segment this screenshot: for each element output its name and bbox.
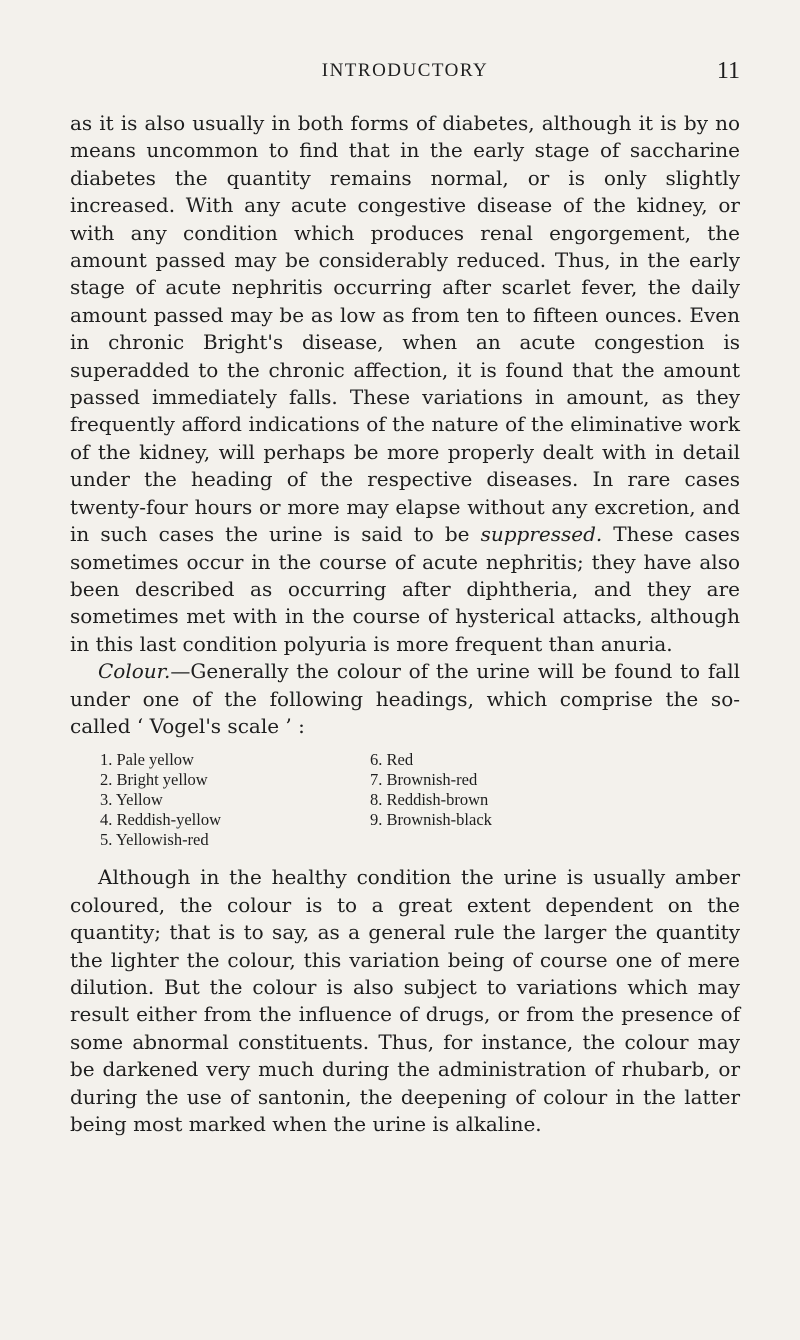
suppressed-emphasis: suppressed. <box>480 522 603 547</box>
running-title: INTRODUCTORY <box>321 60 489 81</box>
list-item: 9. Brownish-black <box>370 810 492 830</box>
list-item: 4. Reddish-yellow <box>100 810 221 830</box>
paragraph-quantity-text-1: as it is also usually in both forms of diabetes, although it is by no means uncommon to find that in the early stage of saccharine diabetes the quantity remains normal, or is only slightly increased. With any acute congestive disease of the kidney, or with any condition which produces renal engorgement, the amount passed may be considerably reduced. Thus, in the early stage of acute nephritis occurring after scarlet fever, the daily amount passed may be as low as from ten to fifteen ounces. Even in chronic Bright's disease, when an acute congestion is superadded to the chronic affection, it is found that the amount passed immediately falls. These variations in amount, as they frequently afford indications of the nature of the eliminative work of the kidney, will perhaps be more properly dealt with in detail under the heading of the respective diseases. In rare cases twenty-four hours or more may elapse without any excretion, and in such cases the urine is said to be <box>70 111 740 547</box>
paragraph-colour <box>70 658 740 740</box>
vogel-scale-list <box>100 750 740 850</box>
vogel-scale-left-column <box>100 750 370 850</box>
list-item: 2. Bright yellow <box>100 770 208 790</box>
page-header <box>70 60 740 90</box>
paragraph-quantity <box>70 110 740 658</box>
page-body <box>70 110 740 1138</box>
page-number: 11 <box>716 58 740 84</box>
paragraph-quantity-text-2: These cases sometimes occur in the course of acute nephritis; they have also been described as occurring after diphtheria, and they are sometimes met with in the course of hysterical attacks, although in this last condition polyuria is more frequent than anuria. <box>70 522 741 656</box>
vogel-scale-right-column <box>370 750 630 850</box>
list-item: 1. Pale yellow <box>100 750 194 770</box>
list-item: 3. Yellow <box>100 790 163 810</box>
list-item: 7. Brownish-red <box>370 770 478 790</box>
list-item: 5. Yellowish-red <box>100 830 209 850</box>
paragraph-amber: Although in the healthy condition the urine is usually amber coloured, the colour is to a great extent dependent on the quantity; that is to say, as a general rule the larger the quantity the lighter the colour, this variation being of course one of mere dilution. But the colour is also subject to variations which may result either from the influence of drugs, or from the presence of some abnormal constituents. Thus, for instance, the colour may be darkened very much during the administration of rhubarb, or during the use of santonin, the deepening of colour in the latter being most marked when the urine is alkaline. <box>70 865 740 1136</box>
list-item: 6. Red <box>370 750 414 770</box>
paragraph-colour-text: —Generally the colour of the urine will be found to fall under one of the following headings, which comprise the so-called ‘ Vogel's scale ’ : <box>70 659 740 738</box>
list-item: 8. Reddish-brown <box>370 790 489 810</box>
colour-heading: Colour. <box>98 659 171 684</box>
